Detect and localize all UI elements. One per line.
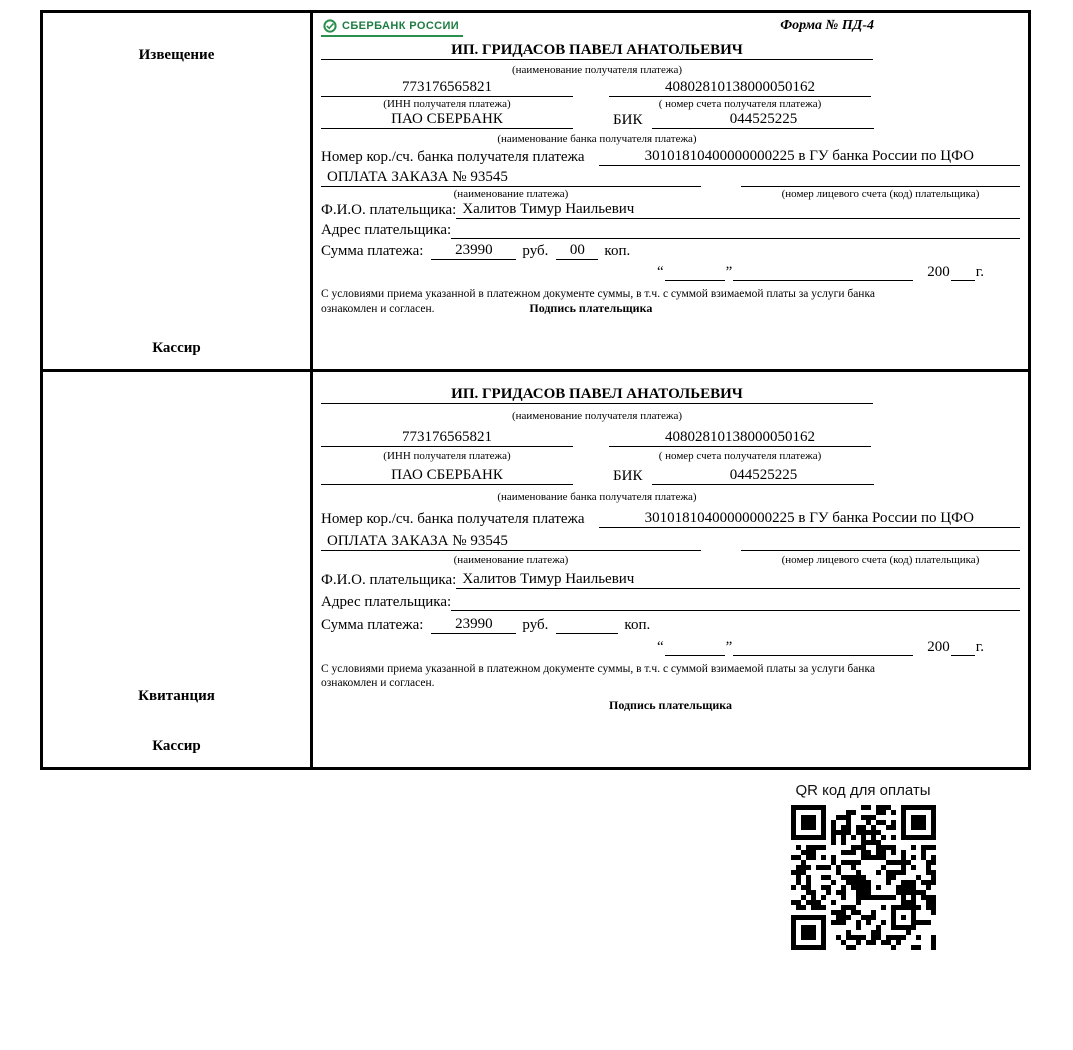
bank-name-field: ПАО СБЕРБАНК bbox=[321, 111, 573, 129]
qr-caption: QR код для оплаты bbox=[795, 782, 931, 799]
date-line bbox=[321, 639, 984, 656]
rub-label: руб. bbox=[522, 243, 549, 259]
agreement-line-2: ознакомлен и согласен. bbox=[321, 677, 435, 689]
account-field: 40802810138000050162 bbox=[609, 79, 871, 97]
year-suffix: г. bbox=[975, 264, 984, 280]
bank-name-caption: (наименование банка получателя платежа) bbox=[497, 133, 697, 145]
recipient-name-field: ИП. ГРИДАСОВ ПАВЕЛ АНАТОЛЬЕВИЧ bbox=[321, 386, 873, 404]
kop-label: коп. bbox=[604, 243, 631, 259]
recipient-name-field: ИП. ГРИДАСОВ ПАВЕЛ АНАТОЛЬЕВИЧ bbox=[321, 42, 873, 60]
sberbank-logo-icon bbox=[323, 19, 337, 33]
account-caption: ( номер счета получателя платежа) bbox=[658, 98, 822, 110]
payment-purpose-field: ОПЛАТА ЗАКАЗА № 93545 bbox=[321, 533, 701, 551]
corr-account-field: 30101810400000000225 в ГУ банка России по ЦФО bbox=[599, 148, 1020, 166]
year-suffix: г. bbox=[975, 639, 984, 655]
quote-close: ” bbox=[725, 639, 733, 655]
cashier-label: Кассир bbox=[152, 738, 201, 754]
payer-address-blank bbox=[451, 594, 1020, 611]
agreement-text bbox=[321, 287, 1020, 316]
signature-label: Подпись плательщика bbox=[609, 698, 732, 712]
agreement-line-1: С условиями приема указанной в платежном документе суммы, в т.ч. с суммой взимаемой платы за услуги банка bbox=[321, 288, 875, 300]
notice-right-column bbox=[313, 13, 1028, 369]
year-label bbox=[927, 264, 984, 281]
payer-code-caption: (номер лицевого счета (код) плательщика) bbox=[781, 188, 980, 200]
amount-rub-field: 23990 bbox=[431, 616, 516, 634]
payer-code-blank bbox=[741, 534, 1020, 551]
corr-account-label: Номер кор./сч. банка получателя платежа bbox=[321, 149, 585, 165]
sberbank-logo-text: СБЕРБАНК РОССИИ bbox=[342, 20, 460, 32]
payer-name-field: Халитов Тимур Наильевич bbox=[456, 201, 1020, 219]
inn-field: 773176565821 bbox=[321, 429, 573, 447]
receipt-section bbox=[40, 372, 1031, 770]
qr-code bbox=[791, 805, 936, 950]
date-month-blank bbox=[733, 264, 913, 281]
payer-name-label: Ф.И.О. плательщика: bbox=[321, 572, 457, 588]
date-line bbox=[321, 264, 984, 281]
bik-label: БИК bbox=[613, 112, 643, 128]
year-blank bbox=[951, 264, 975, 281]
qr-block bbox=[778, 782, 948, 955]
payment-purpose-caption: (наименование платежа) bbox=[453, 554, 569, 566]
signature-label: Подпись плательщика bbox=[529, 301, 653, 315]
year-prefix: 200 bbox=[927, 264, 950, 280]
receipt-right-column bbox=[313, 372, 1028, 767]
bik-field: 044525225 bbox=[652, 111, 874, 129]
notice-label: Извещение bbox=[138, 47, 215, 63]
payer-code-blank bbox=[741, 170, 1020, 187]
quote-close: ” bbox=[725, 264, 733, 280]
year-prefix: 200 bbox=[927, 639, 950, 655]
date-day-blank bbox=[665, 639, 725, 656]
amount-kop-field bbox=[556, 617, 618, 634]
payer-address-label: Адрес плательщика: bbox=[321, 222, 452, 238]
inn-caption: (ИНН получателя платежа) bbox=[383, 98, 511, 110]
amount-rub-field: 23990 bbox=[431, 242, 516, 260]
agreement-line-2: ознакомлен и согласен. bbox=[321, 303, 435, 315]
inn-field: 773176565821 bbox=[321, 79, 573, 97]
corr-account-field: 30101810400000000225 в ГУ банка России по ЦФО bbox=[599, 510, 1020, 528]
account-field: 40802810138000050162 bbox=[609, 429, 871, 447]
receipt-label: Квитанция bbox=[138, 688, 215, 704]
kop-label: коп. bbox=[624, 617, 651, 633]
payment-form-pd4 bbox=[40, 10, 1031, 770]
quote-open: “ bbox=[656, 639, 664, 655]
rub-label: руб. bbox=[522, 617, 549, 633]
payer-address-blank bbox=[451, 222, 1020, 239]
year-blank bbox=[951, 639, 975, 656]
date-month-blank bbox=[733, 639, 913, 656]
amount-kop-field: 00 bbox=[556, 242, 598, 260]
sberbank-logo bbox=[321, 18, 463, 37]
receipt-left-column bbox=[43, 372, 313, 767]
payer-name-label: Ф.И.О. плательщика: bbox=[321, 202, 457, 218]
sum-label: Сумма платежа: bbox=[321, 617, 424, 633]
payment-purpose-field: ОПЛАТА ЗАКАЗА № 93545 bbox=[321, 169, 701, 187]
bik-label: БИК bbox=[613, 468, 643, 484]
agreement-text bbox=[321, 662, 1020, 712]
form-number: Форма № ПД-4 bbox=[780, 18, 874, 33]
bank-name-field: ПАО СБЕРБАНК bbox=[321, 467, 573, 485]
bik-field: 044525225 bbox=[652, 467, 874, 485]
inn-caption: (ИНН получателя платежа) bbox=[383, 450, 511, 462]
bank-name-caption: (наименование банка получателя платежа) bbox=[497, 491, 697, 503]
cashier-label: Кассир bbox=[152, 340, 201, 356]
account-caption: ( номер счета получателя платежа) bbox=[658, 450, 822, 462]
payment-purpose-caption: (наименование платежа) bbox=[453, 188, 569, 200]
payer-name-field: Халитов Тимур Наильевич bbox=[456, 571, 1020, 589]
notice-left-column bbox=[43, 13, 313, 369]
sum-label: Сумма платежа: bbox=[321, 243, 424, 259]
payer-code-caption: (номер лицевого счета (код) плательщика) bbox=[781, 554, 980, 566]
recipient-name-caption: (наименование получателя платежа) bbox=[511, 410, 683, 422]
recipient-name-caption: (наименование получателя платежа) bbox=[511, 64, 683, 76]
payer-address-label: Адрес плательщика: bbox=[321, 594, 452, 610]
year-label bbox=[927, 639, 984, 656]
notice-section bbox=[40, 10, 1031, 372]
date-day-blank bbox=[665, 264, 725, 281]
agreement-line-1: С условиями приема указанной в платежном документе суммы, в т.ч. с суммой взимаемой платы за услуги банка bbox=[321, 663, 875, 675]
corr-account-label: Номер кор./сч. банка получателя платежа bbox=[321, 511, 585, 527]
quote-open: “ bbox=[656, 264, 664, 280]
